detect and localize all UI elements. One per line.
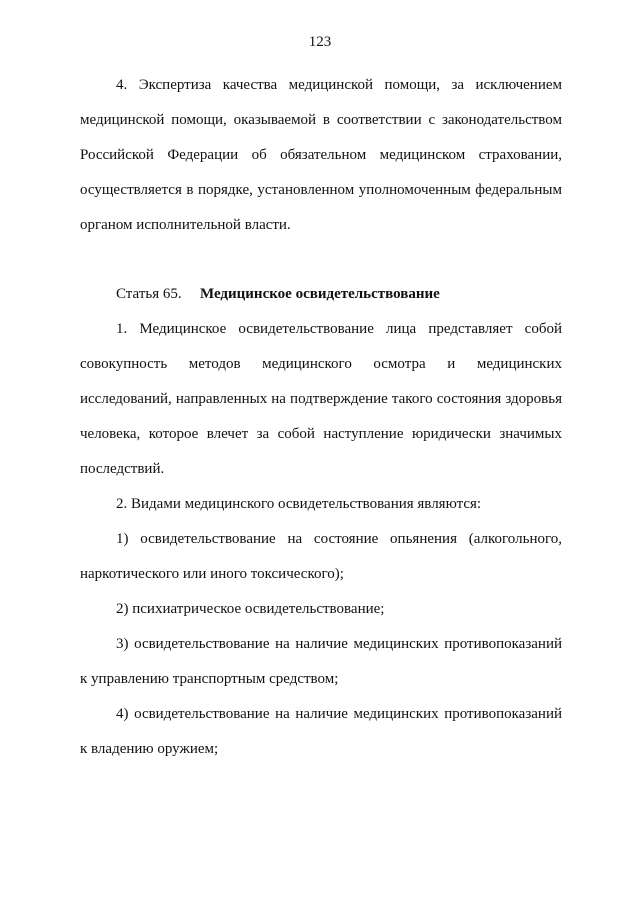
article-heading (80, 277, 562, 312)
article-paragraph-2: 2. Видами медицинского освидетельствования являются: (116, 496, 482, 512)
article-paragraph-1: 1. Медицинское освидетельствование лица представляет собой совокупность методов медицинского осмотра и медицинских исследований, направленных на подтверждение такого состояния здоровья человека, которое влечет за собой наступление юридически значимых последствий. (80, 321, 562, 477)
list-item-1: 1) освидетельствование на состояние опьянения (алкогольного, наркотического или иного токсического); (80, 531, 562, 582)
article-title: Медицинское освидетельствование (200, 286, 440, 302)
page-number: 123 (308, 34, 332, 50)
document-body (80, 68, 562, 767)
spacer (80, 243, 562, 277)
list-item-4: 4) освидетельствование на наличие медицинских противопоказаний к владению оружием; (80, 706, 562, 757)
list-item-3: 3) освидетельствование на наличие медицинских противопоказаний к управлению транспортным средством; (80, 636, 562, 687)
section-4-paragraph: 4. Экспертиза качества медицинской помощи, за исключением медицинской помощи, оказываемой в соответствии с законодательством Российской Федерации об обязательном медицинском страховании, осуществляется в порядке, установленном уполномоченным федеральным органом исполнительной власти. (80, 77, 562, 233)
article-number: Статья 65. (116, 286, 182, 302)
list-item-2: 2) психиатрическое освидетельствование; (116, 601, 385, 617)
